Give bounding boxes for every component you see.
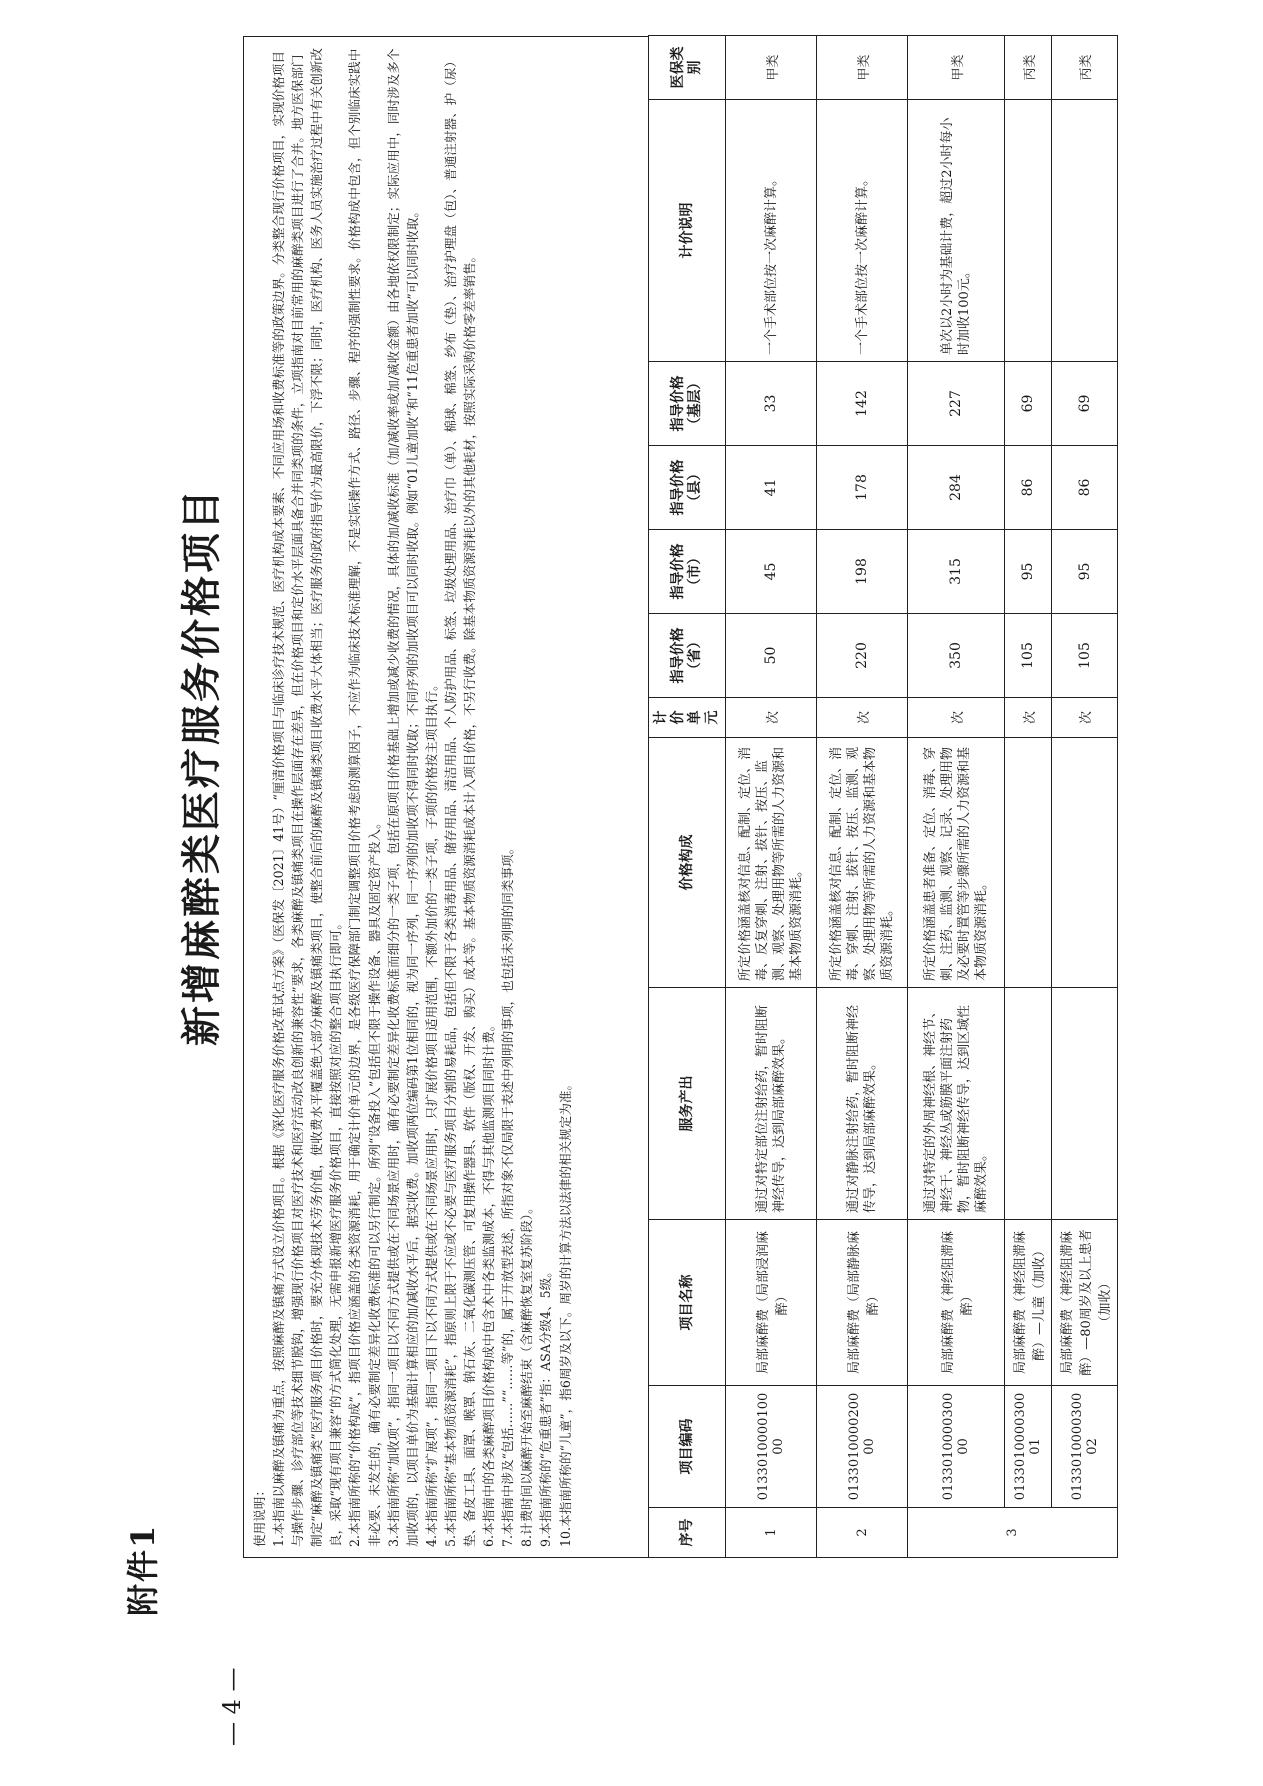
- page-title: 新增麻醉类医疗服务价格项目: [178, 487, 225, 1046]
- cell-price-county: 86: [1005, 446, 1052, 530]
- cell-composition: [1005, 738, 1052, 988]
- cell-unit: 次: [817, 698, 908, 738]
- usage-note-8: 8.计费时间以麻醉开始至麻醉结束（含麻醉恢复室复苏阶段）。: [519, 1201, 535, 1547]
- cell-name: 局部麻醉费（局部浸润麻醉）: [726, 1220, 817, 1386]
- cell-composition: [1052, 738, 1118, 988]
- usage-note-6: 6.本指南中的各类麻醉项目价格构成中包含术中各类监测成本，不得与其他监测项目同时计费。: [481, 1018, 497, 1547]
- cell-price-basic: 69: [1052, 362, 1118, 446]
- cell-price-province: 50: [726, 614, 817, 698]
- usage-note-9: 9.本指南所称的“危重患者”指：ASA分级4、5级。: [538, 1265, 554, 1547]
- cell-code: 013301000010000: [726, 1386, 817, 1508]
- header-no: 序号: [649, 1508, 726, 1558]
- cell-unit: 次: [1005, 698, 1052, 738]
- cell-output: 通过对静脉注射给药，暂时阻断神经传导，达到局部麻醉效果。: [817, 988, 908, 1220]
- cell-price-city: 315: [908, 530, 1005, 614]
- header-output: 服务产出: [649, 988, 726, 1220]
- header-price-basic: 指导价格（基层）: [649, 362, 726, 446]
- cell-output: [1005, 988, 1052, 1220]
- cell-name: 局部麻醉费（神经阻滞麻醉）—儿童（加收）: [1005, 1220, 1052, 1386]
- usage-notes: [243, 36, 648, 1558]
- cell-insurance: 甲类: [726, 36, 817, 100]
- cell-insurance: 丙类: [1052, 36, 1118, 100]
- cell-code: 013301000030000: [908, 1386, 1005, 1508]
- cell-output: 通过对特定的外周神经根、神经节、神经干、神经丛或筋膜平面注射药物，暂时阻断神经传导，达到区域性麻醉效果。: [908, 988, 1005, 1220]
- cell-insurance: 甲类: [908, 36, 1005, 100]
- cell-price-county: 178: [817, 446, 908, 530]
- cell-note: 单次以2小时为基础计费，超过2小时每小时加收100元。: [908, 100, 1005, 362]
- header-code: 项目编码: [649, 1386, 726, 1508]
- cell-price-province: 105: [1052, 614, 1118, 698]
- table-header-row: [649, 36, 726, 1558]
- header-price-city: 指导价格（市）: [649, 530, 726, 614]
- cell-price-city: 95: [1005, 530, 1052, 614]
- cell-insurance: 丙类: [1005, 36, 1052, 100]
- usage-note-5: 5.本指南所称“基本物质资源消耗”，指原则上限于不应或不必要与医疗服务项目分割的易耗品，包括但不限于各类消毒用品、储存用品、清洁用品、个人防护用品、标签、垃圾处理用品、治疗巾（单）、棉球、棉签、纱布（垫）、治疗护理盘（包）、普通注射器、护（尿）垫、备皮工具、面罩、喉罩、钠石灰、二氧化碳测压管、可复用操作器具、软件（版权、开发、购买）成本等。基本物质资源消耗成本计入项目价格，不另行收费。除基本物质资源消耗以外的其他耗材，按照实际采购价格零差率销售。: [442, 54, 478, 1547]
- table-row: [908, 36, 1005, 1558]
- cell-name: 局部麻醉费（局部静脉麻醉）: [817, 1220, 908, 1386]
- table-row: [817, 36, 908, 1558]
- header-name: 项目名称: [649, 1220, 726, 1386]
- cell-insurance: 甲类: [817, 36, 908, 100]
- attachment-label: 附件1: [124, 1523, 162, 1616]
- cell-composition: 所定价格涵盖核对信息、配制、定位、消毒、反复穿刺、注射、拔针、按压、监测、观察、处理用物等所需的人力资源和基本物质资源消耗。: [726, 738, 817, 988]
- price-table: [648, 35, 1118, 1558]
- usage-note-10: 10.本指南所称的“儿童”，指6周岁及以下。周岁的计算方法以法律的相关规定为准。: [557, 1077, 573, 1547]
- table-row: [726, 36, 817, 1558]
- usage-note-3: 3.本指南所称“加收项”，指同一项目以不同方式提供或在不同场景应用时，确有必要制定差异化收费标准而细分的一类子项，包括在原项目价格基础上增加或减少收费的情况，具体的加/减收标准（加/减收率或加/减收金额）由各地依权限制定；实际应用中，同时涉及多个加收项的，以项目单价为基础计算相应的加/减收水平后，据实收费。加收项两位编码第1位相同的，视为同一序列，同一序列的加收项不得同时收取；不同序列的加收项目可以同时收取。例如“01儿童加收”和“11危重患者加收”可以同时收取。: [385, 48, 420, 1547]
- cell-price-basic: 227: [908, 362, 1005, 446]
- usage-note-4: 4.本指南所称“扩展项”，指同一项目下以不同方式提供或在不同场景应用时，只扩展价格项目适用范围，不额外加价的一类子项，子项的价格按主项目执行。: [423, 678, 439, 1547]
- cell-price-county: 284: [908, 446, 1005, 530]
- usage-note-1: 1.本指南以麻醉及镇痛为重点，按照麻醉及镇痛方式设立价格项目。根据《深化医疗服务价格改革试点方案》（医保发〔2021〕41号）“厘清价格项目与临床诊疗技术规范、医疗机构成本要素、不同应用场和收费标准等的政策边界。分类整合现行价格项目，实现价格项目与操作步骤、诊疗部位等技术细节脱钩，增强现行价格项目对医疗技术和医疗活动改良创新的兼容性”要求，各类麻醉及镇痛类项目在操作层面存在差异，但在价格项目和定价水平层面具备合并同类项的条件，立项指南对目前常用的麻醉类项目进行了合并。地方医保部门制定“麻醉及镇痛类”医疗服务项目价格时，要充分体现技术劳务价值，使收费水平覆盖绝大部分麻醉及镇痛类项目，使整合前后的麻醉及镇痛类项目收费水平大体相当；医疗服务的政府指导价为最高限价，下浮不限；同时，医疗机构、医务人员实施治疗过程中有关创新改良，采取“现有项目兼容”的方式简化处理，无需申报新增医疗服务价格项目，直接按照对应的整合项目执行即可。: [271, 48, 344, 1547]
- cell-no: 3: [908, 1508, 1118, 1558]
- cell-output: 通过对特定部位注射给药，暂时阻断神经传导，达到局部麻醉效果。: [726, 988, 817, 1220]
- cell-price-basic: 33: [726, 362, 817, 446]
- cell-name: 局部麻醉费（神经阻滞麻醉）—80周岁及以上患者（加收）: [1052, 1220, 1118, 1386]
- header-price-province: 指导价格（省）: [649, 614, 726, 698]
- cell-price-basic: 142: [817, 362, 908, 446]
- cell-code: 013301000020000: [817, 1386, 908, 1508]
- cell-price-city: 198: [817, 530, 908, 614]
- cell-composition: 所定价格涵盖核对信息、配制、定位、消毒、穿刺、注射、拔针、按压、监测、观察、处理用物等所需的人力资源和基本物质资源消耗。: [817, 738, 908, 988]
- cell-code: 013301000030002: [1052, 1386, 1118, 1508]
- cell-no: 1: [726, 1508, 817, 1558]
- cell-name: 局部麻醉费（神经阻滞麻醉）: [908, 1220, 1005, 1386]
- cell-note: 一个手术部位按一次麻醉计算。: [817, 100, 908, 362]
- cell-price-basic: 69: [1005, 362, 1052, 446]
- cell-price-county: 86: [1052, 446, 1118, 530]
- cell-price-city: 45: [726, 530, 817, 614]
- cell-code: 013301000030001: [1005, 1386, 1052, 1508]
- cell-unit: 次: [908, 698, 1005, 738]
- cell-unit: 次: [726, 698, 817, 738]
- cell-price-province: 350: [908, 614, 1005, 698]
- cell-price-province: 220: [817, 614, 908, 698]
- table-row: [1005, 36, 1052, 1558]
- cell-composition: 所定价格涵盖患者准备、定位、消毒、穿刺、注药、监测、观察、记录、处理用物及必要时置管等步骤所需的人力资源和基本物质资源消耗。: [908, 738, 1005, 988]
- usage-note-7: 7.本指南中涉及“包括……”“……等”的，属于开放型表述，所指对象不仅局限于表述中列明的事项，也包括未列明的同类事项。: [500, 841, 516, 1547]
- usage-note-2: 2.本指南所称的“价格构成”，指项目价格应涵盖的各类资源消耗，用于确定计价单元的边界，是各级医疗保障部门制定调整项目价格考虑的测算因子，不应作为临床技术标准理解，不是实际操作方式、路径、步骤、程序的强制性要求。价格构成中包含，但个别临床实践中非必要、未发生的，确有必要制定差异化收费标准的可以另行制定。所列“设备投入”包括但不限于操作设备、器具及固定资产投入。: [347, 48, 382, 1547]
- cell-price-province: 105: [1005, 614, 1052, 698]
- table-row: [1052, 36, 1118, 1558]
- page-number: — 4 —: [218, 1667, 246, 1746]
- header-note: 计价说明: [649, 100, 726, 362]
- cell-unit: 次: [1052, 698, 1118, 738]
- cell-output: [1052, 988, 1118, 1220]
- header-insurance: 医保类别: [649, 36, 726, 100]
- cell-note: 一个手术部位按一次麻醉计算。: [726, 100, 817, 362]
- usage-notes-heading: 使用说明：: [252, 1484, 267, 1547]
- cell-price-city: 95: [1052, 530, 1118, 614]
- header-unit: 计价单元: [649, 698, 726, 738]
- cell-price-county: 41: [726, 446, 817, 530]
- header-composition: 价格构成: [649, 738, 726, 988]
- cell-no: 2: [817, 1508, 908, 1558]
- cell-note: [1005, 100, 1052, 362]
- cell-note: [1052, 100, 1118, 362]
- header-price-county: 指导价格（县）: [649, 446, 726, 530]
